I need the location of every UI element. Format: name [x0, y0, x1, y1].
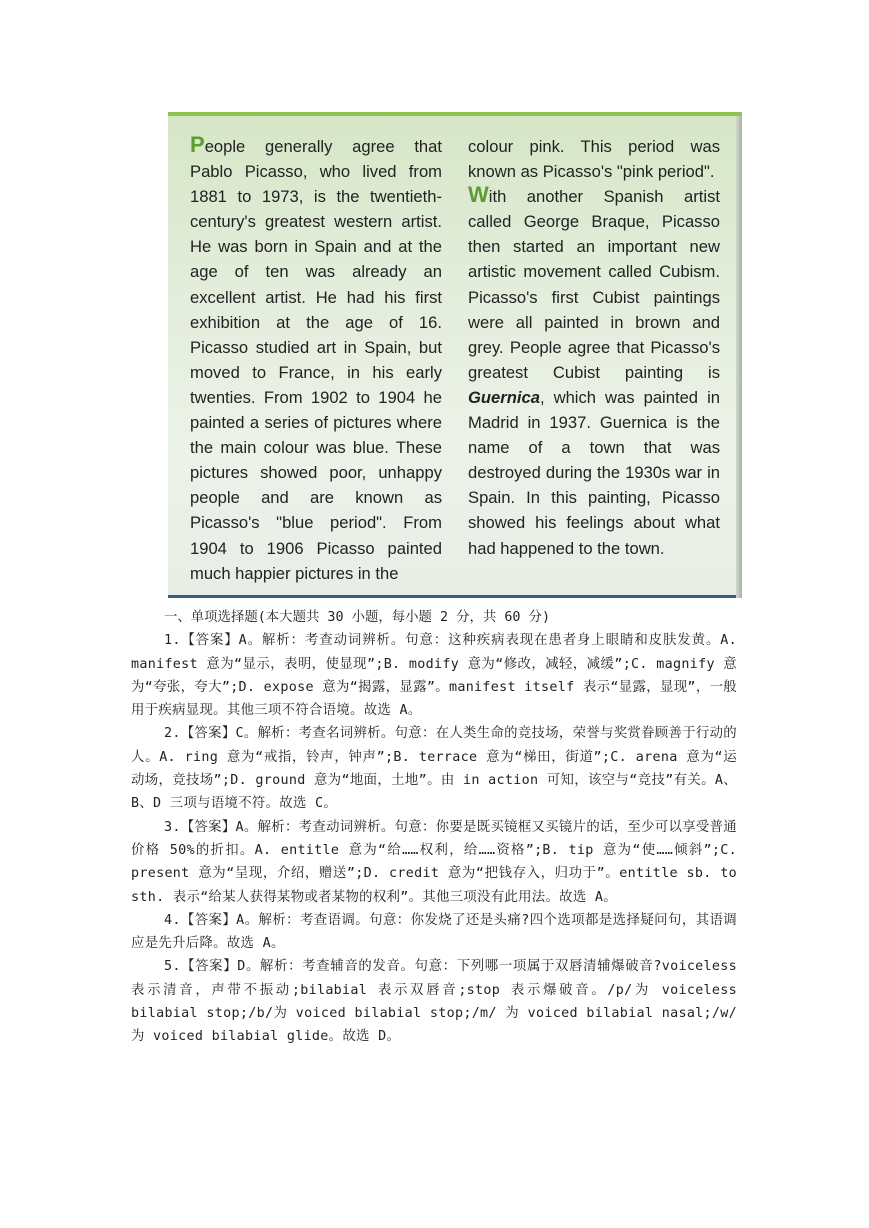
passage-continuation: colour pink. This period was known as Picasso's "pink period". — [468, 137, 720, 182]
answer-item-1: 1.【答案】A。解析：考查动词辨析。句意：这种疾病表现在患者身上眼睛和皮肤发黄。A. manifest 意为“显示，表明，使显现”;B. modify 意为“修改，减轻，减缓”;C. magnify 意为“夸张，夸大”;D. expose 意为“揭露，显露”。manifest itself 表示“显露，显现”，一般用于疾病显现。其他三项不符合语境。故选 A。 — [131, 633, 737, 719]
section-heading: 一、单项选择题(本大题共 30 小题，每小题 2 分，共 60 分) — [164, 610, 551, 625]
answer-item-3: 3.【答案】A。解析：考查动词辨析。句意：你要是既买镜框又买镜片的话，至少可以享受普通价格 50%的折扣。A. entitle 意为“给……权利，给……资格”;B. tip 意为“使……倾斜”;C. present 意为“呈现，介绍，赠送”;D. credit 意为“把钱存入，归功于”。entitle sb. to sth. 表示“给某人获得某物或者某物的权利”。其他三项没有此用法。故选 A。 — [131, 819, 737, 905]
passage-paragraph-1: People generally agree that Pablo Picasso, who lived from 1881 to 1973, is the twentieth-century's greatest western artist. He was born in Spain and at the age of ten was already an excellent artist. He had his first exhibition at the age of 16. Picasso studied art in Spain, but moved to France, in his early twenties. From 1902 to 1904 he painted a series of pictures where the main colour was blue. These pictures showed poor, unhappy people and are known as Picasso's "blue period". From 1904 to 1906 Picasso painted much happier pictures in the — [190, 132, 442, 583]
passage-left-column — [190, 134, 442, 586]
figure-bottom-rule — [168, 595, 742, 598]
answer-item-5: 5.【答案】D。解析：考查辅音的发音。句意：下列哪一项属于双唇清辅爆破音?voiceless 表示清音，声带不振动;bilabial 表示双唇音;stop 表示爆破音。/p/为 voiceless bilabial stop;/b/为 voiced bilabial stop;/m/ 为 voiced bilabial nasal;/w/为 voiced bilabial glide。故选 D。 — [131, 959, 737, 1045]
passage-paragraph-2: With another Spanish artist called George Braque, Picasso then started an important new artistic movement called Cubism. Picasso's first Cubist paintings were all painted in brown and grey. People agree that Picasso's greatest Cubist painting is Guernica, which was painted in Madrid in 1937. Guernica is the name of a town that was destroyed during the 1930s war in Spain. In this painting, Picasso showed his feelings about what had happened to the town. — [468, 182, 720, 558]
answer-item-2: 2.【答案】C。解析：考查名词辨析。句意：在人类生命的竞技场，荣誉与奖赏眷顾善于行动的人。A. ring 意为“戒指，铃声，钟声”;B. terrace 意为“梯田，街道”;C. arena 意为“运动场，竞技场”;D. ground 意为“地面，土地”。由 in action 可知，该空与“竞技”有关。A、B、D 三项与语境不符。故选 C。 — [131, 726, 737, 812]
drop-cap-w: W — [468, 182, 489, 208]
answer-section — [131, 606, 737, 1049]
passage-right-column — [468, 134, 720, 561]
drop-cap-p: P — [190, 132, 205, 157]
reading-passage-image — [168, 112, 742, 598]
answer-item-4: 4.【答案】A。解析：考查语调。句意：你发烧了还是头痛?四个选项都是选择疑问句，其语调应是先升后降。故选 A。 — [131, 912, 737, 952]
painting-title: Guernica — [468, 387, 540, 407]
